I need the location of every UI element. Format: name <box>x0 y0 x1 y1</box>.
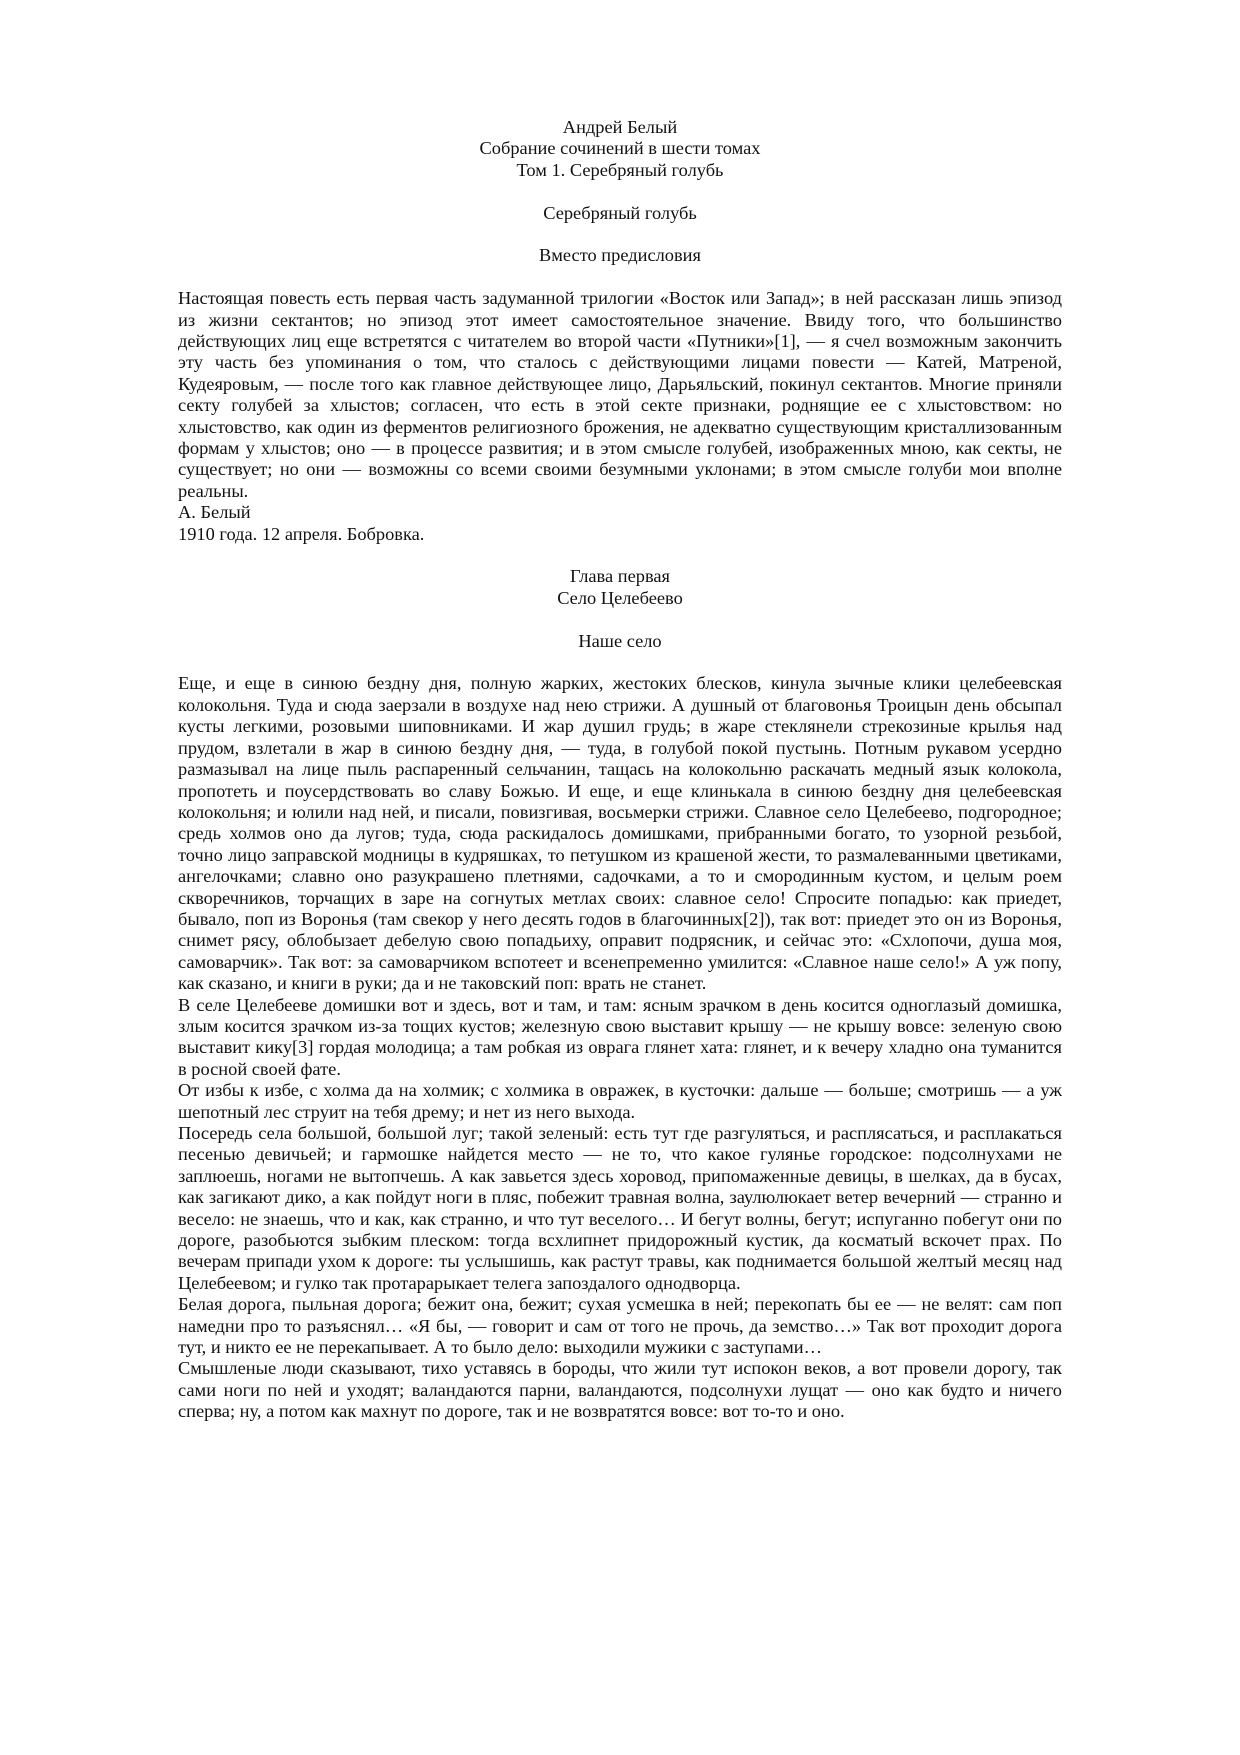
paragraph: Смышленые люди сказывают, тихо уставясь в бороды, что жили тут испокон веков, а вот провели дорогу, так сами ноги по ней и уходят; валандаются парни, валандаются, подсолнухи лущат — оно как будто и ничего сперва; ну, а потом как махнут по дороге, так и не возвратятся вовсе: вот то-то и оно. <box>178 1358 1062 1422</box>
chapter-title: Село Целебеево <box>557 587 683 608</box>
collection-title: Собрание сочинений в шести томах <box>479 138 761 159</box>
paragraph: Белая дорога, пыльная дорога; бежит она, бежит; сухая усмешка в ней; перекопать бы ее — не велят: сам поп намедни про то разъяснял… «Я бы, — говорит и сам от того не прочь, да земство…» Так вот проходит дорога тут, и никто ее не перекапывает. А то было дело: выходили мужики с заступами… <box>178 1294 1062 1358</box>
work-title: Серебряный голубь <box>543 202 697 223</box>
volume-title: Том 1. Серебряный голубь <box>516 159 724 180</box>
paragraph: Посередь села большой, большой луг; такой зеленый: есть тут где разгуляться, и расплясаться, и расплакаться песенью девичьей; и гармошке найдется место — не то, что какое гулянье городское: подсолнухами не заплюешь, ногами не вытопчешь. А как завьется здесь хоровод, припомаженные девицы, в шелках, да в бусах, как загикают дико, а как пойдут ноги в пляс, побежит травная волна, заулюлюкает ветер вечерний — странно и весело: не знаешь, что и как, как странно, и что тут веселого… И бегут волны, бегут; испуганно побегут они по дороге, разобьются зыбким плеском: тогда всхлипнет придорожный кустик, да косматый вскочет прах. По вечерам припади ухом к дороге: ты услышишь, как растут травы, как поднимается большой желтый месяц над Целебеевом; и гулко так протарарыкает телега запоздалого однодворца. <box>178 1123 1062 1293</box>
document-page <box>178 117 1062 1423</box>
preface-date: 1910 года. 12 апреля. Бобровка. <box>178 523 425 544</box>
section-title: Наше село <box>578 630 662 651</box>
author: Андрей Белый <box>562 117 678 137</box>
chapter-number: Глава первая <box>569 566 671 587</box>
preface-title: Вместо предисловия <box>539 245 701 266</box>
preface-signature: А. Белый <box>178 502 251 523</box>
paragraph: В селе Целебееве домишки вот и здесь, вот и там, и там: ясным зрачком в день косится одноглазый домишка, злым косится зрачком из-за тощих кустов; железную свою выставит крышу — не крышу вовсе: зеленую свою выставит кику[3] гордая молодица; а там робкая из оврага глянет хата: глянет, и к вечеру хладно она туманится в росной своей фате. <box>178 994 1062 1079</box>
preface-text: Настоящая повесть есть первая часть задуманной трилогии «Восток или Запад»; в ней рассказан лишь эпизод из жизни сектантов; но эпизод этот имеет самостоятельное значение. Ввиду того, что большинство действующих лиц еще встретятся с читателем во второй части «Путники»[1], — я счел возможным закончить эту часть без упоминания о том, что сталось с действующими лицами повести — Катей, Матреной, Кудеяровым, — после того как главное действующее лицо, Дарьяльский, покинул сектантов. Многие приняли секту голубей за хлыстов; согласен, что есть в этой секте признаки, роднящие ее с хлыстовством: но хлыстовство, как один из ферментов религиозного брожения, не адекватно существующим кристаллизованным формам у хлыстов; оно — в процессе развития; и в этом смысле голубей, изображенных мною, как секты, не существует; но они — возможны со всеми своими безумными уклонами; в этом смысле голуби мои вполне реальны. <box>178 288 1062 501</box>
paragraph: От избы к избе, с холма да на холмик; с холмика в овражек, в кусточки: дальше — больше; смотришь — а уж шепотный лес струит на тебя дрему; и нет из него выхода. <box>178 1080 1062 1122</box>
paragraph: Еще, и еще в синюю бездну дня, полную жарких, жестоких блесков, кинула зычные клики целебеевская колокольня. Туда и сюда заерзали в воздухе над нею стрижи. А душный от благовонья Троицын день обсыпал кусты легкими, розовыми шиповниками. И жар душил грудь; в жаре стеклянели стрекозиные крылья над прудом, взлетали в жар в синюю бездну дня, — туда, в голубой покой пустынь. Потным рукавом усердно размазывал на лице пыль распаренный сельчанин, тащась на колокольню раскачать медный язык колокола, пропотеть и поусердствовать во славу Божью. И еще, и еще клинькала в синюю бездну дня целебеевская колокольня; и юлили над ней, и писали, повизгивая, восьмерки стрижи. Славное село Целебеево, подгородное; средь холмов оно да лугов; туда, сюда раскидалось домишками, прибранными богато, то узорной резьбой, точно лицо заправской модницы в кудряшках, то петушком из крашеной жести, то размалеванными цветиками, ангелочками; славно оно разукрашено плетнями, садочками, а то и смородинным кустом, и целым роем скворечников, торчащих в заре на согнутых метлах своих: славное село! Спросите попадью: как приедет, бывало, поп из Воронья (там свекор у него десять годов в благочинных[2]), так вот: приедет это он из Воронья, снимет рясу, облобызает дебелую свою попадьиху, оправит подрясник, и сейчас это: «Схлопочи, душа моя, самоварчик». Так вот: за самоварчиком вспотеет и всенепременно умилится: «Славное наше село!» А уж попу, как сказано, и книги в руки; да и не таковский поп: врать не станет. <box>178 673 1062 994</box>
